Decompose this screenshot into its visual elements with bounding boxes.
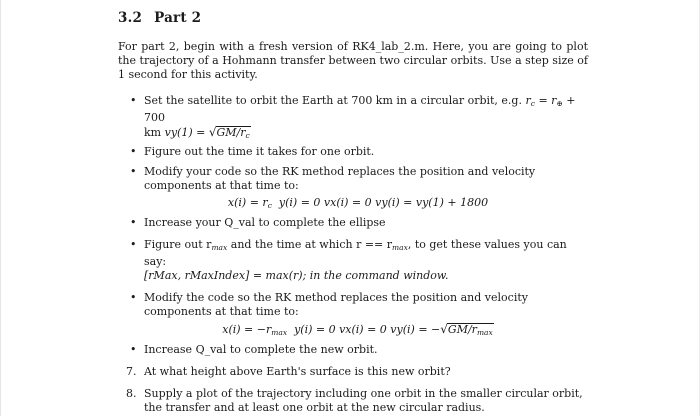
list-item (118, 216, 588, 230)
radical-sign: √ (208, 125, 217, 139)
equation-1: $x(i) = r_c$ y(i) = 0 vx(i) = 0 vy(i) = vy(1) + 1800 (227, 196, 489, 210)
item-text: Modify your code so the RK method replaces the position and velocity components at that time to: (144, 165, 536, 192)
list-item (118, 94, 588, 141)
numbered-item-8 (118, 387, 588, 415)
list-item (118, 165, 588, 193)
list-item (118, 343, 588, 357)
list-item: • Figure out $r_{max}$ and the time at which $r == r_{max}$, to get these values you can say: [rMax, rMaxIndex] = max(r); in the command window. (130, 238, 567, 282)
math-eq: = r (538, 94, 557, 107)
matlab-command: [rMax, rMaxIndex] = max(r); in the command window. (144, 269, 449, 282)
bullet-mark: • (130, 291, 137, 304)
equation-2: $x(i) = -r_{max}$ y(i) = 0 vx(i) = 0 $vy(i) = -√GM/r_{max}$ (222, 322, 493, 337)
item-number: 8. (126, 387, 137, 400)
item-text: Increase Q_val to complete the new orbit. (144, 343, 378, 356)
list-item (118, 145, 588, 159)
item-text: Supply a plot of the trajectory including one orbit in the smaller circular orbit, the transfer and at least one orbit at the new circular radius. (144, 387, 583, 414)
math-sub: c (530, 99, 535, 108)
item-number: 7. (126, 365, 137, 378)
item-text: Modify the code so the RK method replaces the position and velocity components at that time to: (144, 291, 528, 318)
bullet-mark: • (130, 94, 137, 107)
item-text: At what height above Earth's surface is this new orbit? (144, 365, 451, 378)
section-heading (118, 10, 201, 26)
item-text: Increase your Q_val to complete the ellipse (144, 216, 386, 229)
bullet-mark: • (130, 165, 137, 178)
math-vy: vy(1) = (164, 126, 206, 139)
numbered-item-7 (118, 365, 588, 379)
math-plus: + 700 (144, 94, 576, 124)
section-title: Part 2 (154, 10, 202, 26)
math-r: r (525, 94, 531, 107)
instruction-list (118, 94, 588, 415)
item-text: Set the satellite to orbit the Earth at 700 km in a circular orbit, e.g. (144, 94, 522, 107)
bullet-mark: • (130, 238, 137, 251)
item-text: Figure out the time it takes for one orbit. (144, 145, 375, 158)
bullet-mark: • (130, 343, 137, 356)
math-sqrt: $GM/r_c$ (216, 126, 250, 140)
bullet-mark: • (130, 216, 137, 229)
bullet-mark: • (130, 145, 137, 158)
item-text-km: km (144, 126, 162, 139)
intro-paragraph: For part 2, begin with a fresh version of RK4_lab_2.m. Here, you are going to plot the trajectory of a Hohmann transfer between two circular orbits. Use a step size of 1 second for this activity. (118, 40, 588, 82)
section-number: 3.2 (118, 10, 143, 26)
math-sub: ⊕ (556, 99, 563, 108)
list-item (118, 291, 588, 319)
